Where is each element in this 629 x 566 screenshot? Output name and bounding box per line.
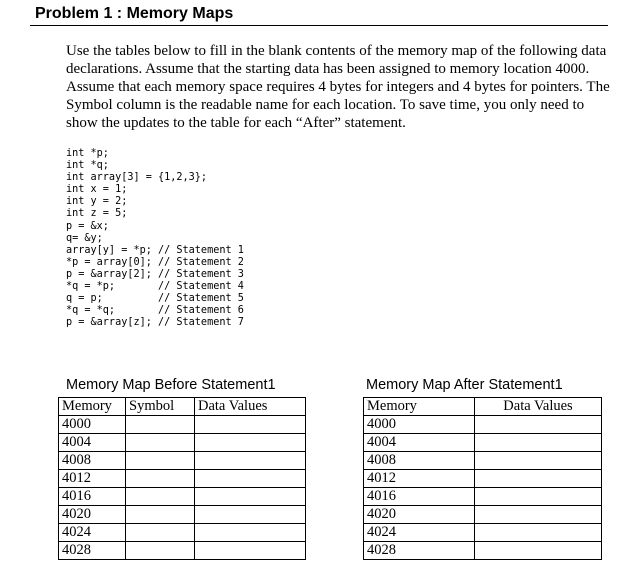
data-value-cell[interactable] — [195, 452, 306, 470]
memory-address-cell: 4020 — [59, 506, 126, 524]
memory-address-cell: 4024 — [364, 524, 475, 542]
memory-address-cell: 4004 — [364, 434, 475, 452]
memory-address-cell: 4012 — [364, 470, 475, 488]
table-row — [364, 416, 602, 434]
code-line: array[y] = *p; // Statement 1 — [66, 244, 244, 256]
symbol-cell[interactable] — [126, 542, 195, 560]
data-value-cell[interactable] — [195, 506, 306, 524]
symbol-cell[interactable] — [126, 470, 195, 488]
memory-address-cell: 4000 — [364, 416, 475, 434]
data-value-cell[interactable] — [475, 488, 602, 506]
column-header-memory: Memory — [59, 398, 126, 416]
code-line: p = &array[2]; // Statement 3 — [66, 268, 244, 280]
code-line: int z = 5; — [66, 208, 128, 220]
code-line: int x = 1; — [66, 184, 128, 196]
data-value-cell[interactable] — [475, 434, 602, 452]
code-line: int array[3] = {1,2,3}; — [66, 172, 208, 184]
column-header-data-values: Data Values — [195, 398, 306, 416]
memory-address-cell: 4028 — [364, 542, 475, 560]
memory-address-cell: 4008 — [364, 452, 475, 470]
code-listing — [66, 148, 244, 329]
column-header-memory: Memory — [364, 398, 475, 416]
symbol-cell[interactable] — [126, 416, 195, 434]
before-map-caption: Memory Map Before Statement1 — [66, 377, 276, 393]
table-row — [364, 452, 602, 470]
data-value-cell[interactable] — [475, 416, 602, 434]
memory-address-cell: 4012 — [59, 470, 126, 488]
code-line: *p = array[0]; // Statement 2 — [66, 256, 244, 268]
after-map-caption: Memory Map After Statement1 — [366, 377, 563, 393]
column-header-data-values: Data Values — [475, 398, 602, 416]
symbol-cell[interactable] — [126, 434, 195, 452]
data-value-cell[interactable] — [195, 542, 306, 560]
after-memory-map-table — [363, 397, 602, 560]
memory-address-cell: 4016 — [364, 488, 475, 506]
table-row — [364, 434, 602, 452]
table-row — [364, 488, 602, 506]
table-row — [59, 488, 306, 506]
symbol-cell[interactable] — [126, 524, 195, 542]
code-line: int y = 2; — [66, 196, 128, 208]
before-memory-map-table — [58, 397, 306, 560]
memory-address-cell: 4000 — [59, 416, 126, 434]
table-row — [364, 506, 602, 524]
symbol-cell[interactable] — [126, 488, 195, 506]
data-value-cell[interactable] — [195, 416, 306, 434]
table-row — [59, 416, 306, 434]
symbol-cell[interactable] — [126, 506, 195, 524]
data-value-cell[interactable] — [195, 470, 306, 488]
code-line: *q = *q; // Statement 6 — [66, 305, 244, 317]
table-row — [364, 542, 602, 560]
symbol-cell[interactable] — [126, 452, 195, 470]
data-value-cell[interactable] — [475, 542, 602, 560]
data-value-cell[interactable] — [475, 524, 602, 542]
data-value-cell[interactable] — [195, 524, 306, 542]
code-line: p = &x; — [66, 220, 109, 232]
code-line: int *p; — [66, 148, 109, 159]
memory-address-cell: 4020 — [364, 506, 475, 524]
code-line: q= &y; — [66, 232, 103, 244]
problem-title: Problem 1 : Memory Maps — [35, 5, 234, 22]
column-header-symbol: Symbol — [126, 398, 195, 416]
table-row — [59, 524, 306, 542]
data-value-cell[interactable] — [475, 452, 602, 470]
table-row — [364, 524, 602, 542]
title-divider — [30, 25, 608, 26]
memory-address-cell: 4024 — [59, 524, 126, 542]
data-value-cell[interactable] — [195, 434, 306, 452]
memory-address-cell: 4016 — [59, 488, 126, 506]
instructions-paragraph: Use the tables below to fill in the blank contents of the memory map of the following data declarations. Assume that the starting data has been assigned to memory location 4000. Assume that each memory space requires 4 bytes for integers and 4 bytes for pointers. The Symbol column is the readable name for each location. To save time, you only need to show the updates to the table for each “After” statement. — [66, 43, 610, 131]
code-line: p = &array[z]; // Statement 7 — [66, 317, 244, 329]
code-line: *q = *p; // Statement 4 — [66, 281, 244, 293]
memory-address-cell: 4008 — [59, 452, 126, 470]
data-value-cell[interactable] — [475, 506, 602, 524]
table-row — [364, 470, 602, 488]
table-row — [59, 434, 306, 452]
code-line: q = p; // Statement 5 — [66, 293, 244, 305]
code-line: int *q; — [66, 160, 109, 172]
table-row — [59, 506, 306, 524]
table-row — [59, 452, 306, 470]
data-value-cell[interactable] — [195, 488, 306, 506]
table-row — [59, 542, 306, 560]
memory-address-cell: 4004 — [59, 434, 126, 452]
table-row — [59, 470, 306, 488]
memory-address-cell: 4028 — [59, 542, 126, 560]
data-value-cell[interactable] — [475, 470, 602, 488]
